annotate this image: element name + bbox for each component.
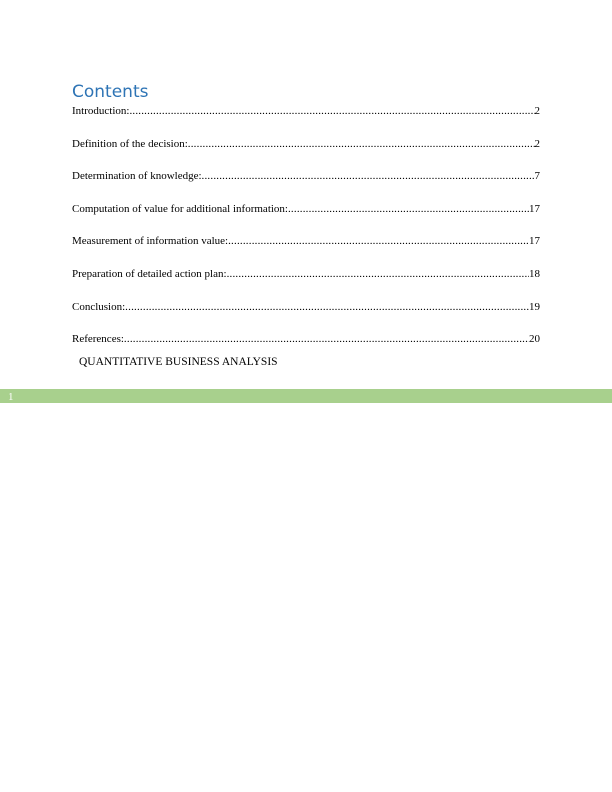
toc-entry[interactable]	[72, 104, 540, 137]
header-bar	[0, 389, 612, 403]
toc-entry-label: Computation of value for additional information:	[72, 202, 288, 215]
toc-entry[interactable]	[72, 169, 540, 202]
toc-entry[interactable]	[72, 137, 540, 170]
toc-entry[interactable]	[72, 267, 540, 300]
toc-entry-label: Preparation of detailed action plan:	[72, 267, 227, 280]
toc-entry-page: 20	[529, 333, 540, 346]
toc-entry-page: 7	[534, 170, 540, 183]
dot-leader	[188, 137, 535, 151]
dot-leader	[129, 104, 534, 118]
toc-entry-label: References:	[72, 333, 124, 346]
running-header-title: QUANTITATIVE BUSINESS ANALYSIS	[79, 356, 278, 368]
toc-entry-label: Definition of the decision:	[72, 137, 188, 150]
toc-entry-page: 18	[529, 267, 540, 280]
toc-entry[interactable]	[72, 300, 540, 333]
toc-entry[interactable]	[72, 234, 540, 267]
toc-entry-page: 2	[534, 137, 540, 150]
toc-entry-label: Introduction:	[72, 105, 130, 117]
toc-entry-page: 2	[534, 105, 540, 117]
dot-leader	[227, 267, 529, 281]
toc-entry-label: Conclusion:	[72, 300, 126, 313]
toc-entry[interactable]	[72, 202, 540, 235]
dot-leader	[228, 234, 529, 248]
table-of-contents	[72, 104, 540, 365]
dot-leader	[125, 300, 529, 314]
toc-entry-label: Measurement of information value:	[72, 235, 229, 248]
dot-leader	[288, 202, 529, 216]
toc-entry-page: 17	[529, 202, 540, 215]
contents-heading: Contents	[72, 82, 149, 102]
dot-leader	[124, 332, 529, 346]
toc-entry-page: 17	[529, 235, 540, 248]
dot-leader	[202, 169, 535, 183]
toc-entry-label: Determination of knowledge:	[72, 170, 202, 183]
toc-entry-page: 19	[529, 300, 540, 313]
page-number: 1	[8, 391, 14, 403]
